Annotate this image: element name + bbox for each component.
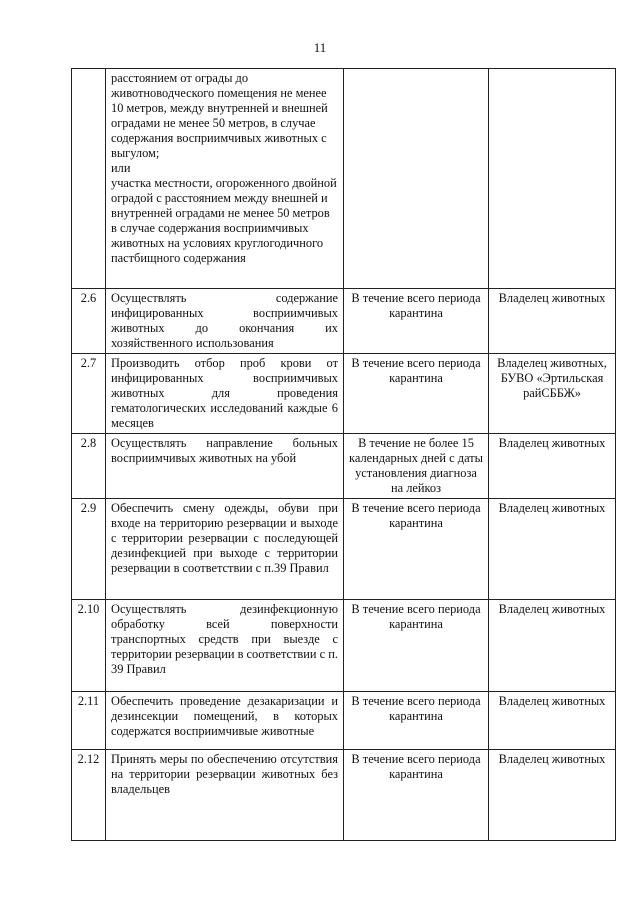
table-row bbox=[72, 434, 616, 499]
description-cell: Производить отбор проб крови от инфицированных восприимчивых животных для проведения гематологических исследований каждые 6 месяцев bbox=[106, 354, 344, 434]
responsible-cell: Владелец животных bbox=[489, 600, 616, 692]
table-row bbox=[72, 289, 616, 354]
row-number-cell: 2.9 bbox=[72, 499, 106, 600]
responsible-cell: Владелец животных bbox=[489, 750, 616, 841]
row-number-cell: 2.8 bbox=[72, 434, 106, 499]
responsible-cell: Владелец животных bbox=[489, 692, 616, 750]
description-cell: Принять меры по обеспечению отсутствия на территории резервации животных без владельцев bbox=[106, 750, 344, 841]
term-cell: В течение всего периода карантина bbox=[344, 289, 489, 354]
table-row bbox=[72, 354, 616, 434]
description-cell: Осуществлять направление больных восприимчивых животных на убой bbox=[106, 434, 344, 499]
term-cell: В течение всего периода карантина bbox=[344, 750, 489, 841]
description-cell: Осуществлять дезинфекционную обработку всей поверхности транспортных средств при выезде с территории резервации в соответствии с п. 39 Правил bbox=[106, 600, 344, 692]
term-cell bbox=[344, 69, 489, 289]
responsible-cell: Владелец животных bbox=[489, 499, 616, 600]
row-number-cell: 2.11 bbox=[72, 692, 106, 750]
row-number-cell: 2.12 bbox=[72, 750, 106, 841]
description-cell: Обеспечить смену одежды, обуви при входе на территорию резервации и выходе с территории резервации с последующей дезинфекцией при выходе с территории резервации в соответствии с п.39 Правил bbox=[106, 499, 344, 600]
table-row bbox=[72, 692, 616, 750]
row-number-cell bbox=[72, 69, 106, 289]
term-cell: В течение всего периода карантина bbox=[344, 600, 489, 692]
description-cell: Обеспечить проведение дезакаризации и дезинсекции помещений, в которых содержатся восприимчивые животные bbox=[106, 692, 344, 750]
responsible-cell: Владелец животных bbox=[489, 434, 616, 499]
row-number-cell: 2.7 bbox=[72, 354, 106, 434]
responsible-cell bbox=[489, 69, 616, 289]
term-cell: В течение не более 15 календарных дней с даты установления диагноза на лейкоз bbox=[344, 434, 489, 499]
table-row bbox=[72, 499, 616, 600]
continued-text: расстоянием от ограды до животноводческого помещения не менее 10 метров, между внутренней и внешней оградами не менее 50 метров, в случае содержания восприимчивых животных с выгулом; или участка местности, огороженного двойной оградой с расстоянием между внешней и внутренней оградами не менее 50 метров в случае содержания восприимчивых животных на условиях круглогодичного пастбищного содержания bbox=[111, 71, 337, 265]
row-number-cell: 2.6 bbox=[72, 289, 106, 354]
table-row bbox=[72, 750, 616, 841]
term-cell: В течение всего периода карантина bbox=[344, 692, 489, 750]
term-cell: В течение всего периода карантина bbox=[344, 354, 489, 434]
page-number: 11 bbox=[313, 40, 327, 55]
description-cell bbox=[106, 69, 344, 289]
table-row bbox=[72, 600, 616, 692]
term-cell: В течение всего периода карантина bbox=[344, 499, 489, 600]
responsible-cell: Владелец животных, БУВО «Эртильская райСББЖ» bbox=[489, 354, 616, 434]
description-cell: Осуществлять содержание инфицированных восприимчивых животных до окончания их хозяйственного использования bbox=[106, 289, 344, 354]
responsible-cell: Владелец животных bbox=[489, 289, 616, 354]
measures-table bbox=[71, 68, 616, 841]
table-row bbox=[72, 69, 616, 289]
row-number-cell: 2.10 bbox=[72, 600, 106, 692]
